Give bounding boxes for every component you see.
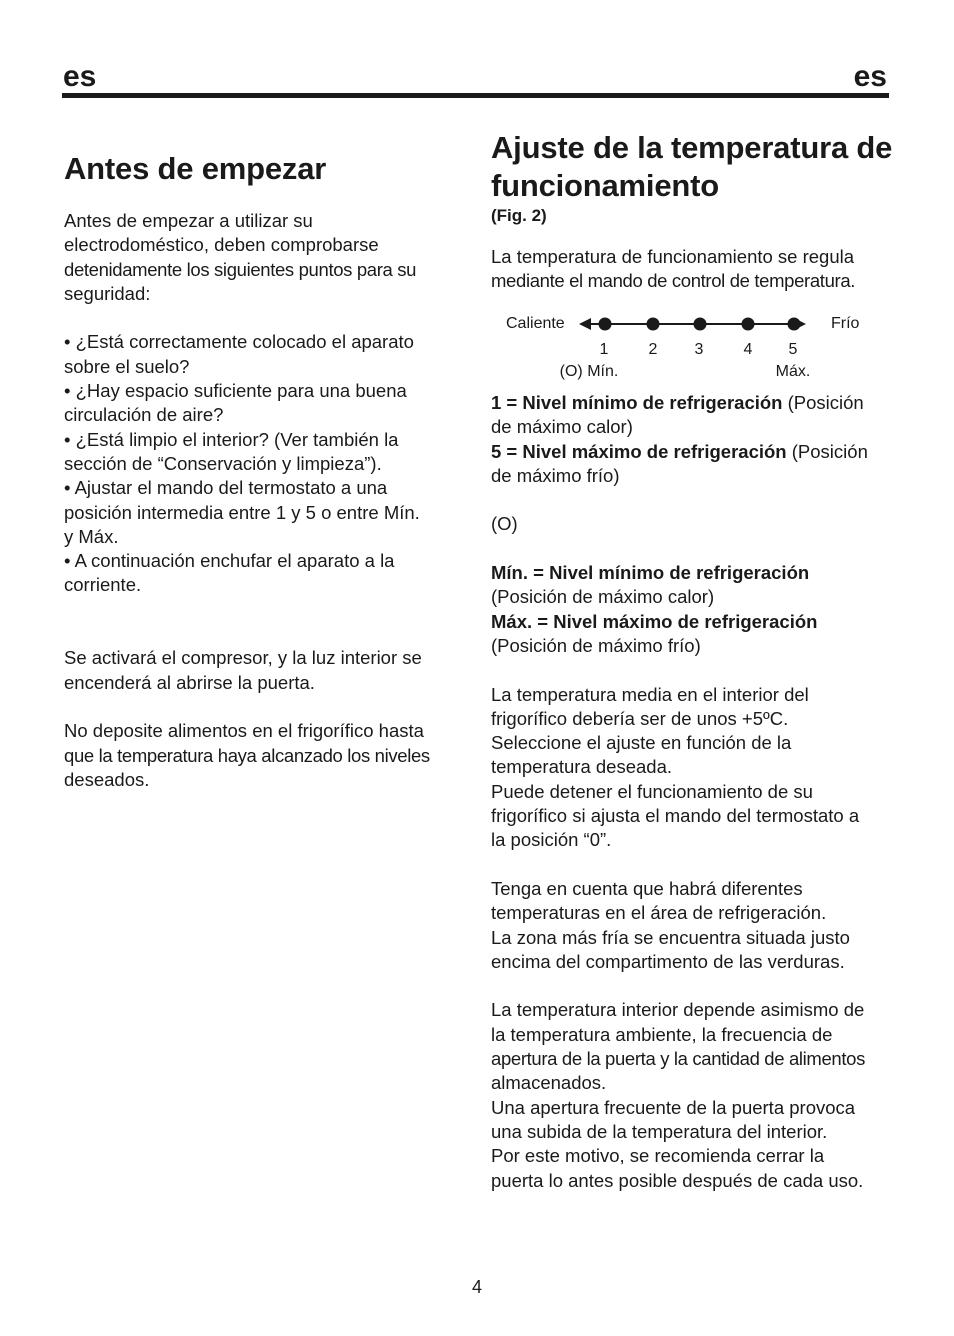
- interior-temperature-paragraph: [491, 998, 896, 1192]
- list-item: [64, 330, 474, 379]
- intro-paragraph: [64, 209, 474, 306]
- intro-line: detenidamente los siguientes puntos para su: [64, 258, 417, 280]
- list-item-line: • ¿Está limpio el interior? (Ver también la: [64, 428, 399, 450]
- scale-dot-1: [599, 318, 612, 331]
- scale-number-5: 5: [788, 341, 798, 358]
- paragraph-line: temperaturas en el área de refrigeración.: [491, 902, 827, 924]
- right-column-top: [491, 129, 896, 294]
- list-item: [64, 379, 474, 428]
- paragraph-line: Puede detener el funcionamiento de su: [491, 780, 813, 802]
- paragraph-line: Tenga en cuenta que habrá diferentes: [491, 877, 803, 899]
- off-position-label: (O): [491, 513, 518, 535]
- compressor-paragraph: [64, 646, 474, 695]
- paragraph-line: Se activará el compresor, y la luz interior se: [64, 647, 422, 669]
- paragraph-line: No deposite alimentos en el frigorífico hasta: [64, 720, 424, 742]
- paragraph-line: que la temperatura haya alcanzado los niveles: [64, 744, 430, 766]
- list-item: [64, 428, 474, 477]
- min-label: (O) Mín.: [559, 363, 619, 380]
- scale-dot-4: [742, 318, 755, 331]
- level-definitions: [491, 391, 896, 488]
- paragraph-line: mediante el mando de control de temperatura.: [491, 270, 856, 292]
- paragraph-line: apertura de la puerta y la cantidad de alimentos: [491, 1048, 866, 1070]
- paragraph-line: La zona más fría se encuentra situada justo: [491, 926, 850, 948]
- min-level-label: Mín. = Nivel mínimo de refrigeración: [491, 562, 810, 584]
- paragraph-line: encenderá al abrirse la puerta.: [64, 671, 315, 693]
- title-line: funcionamiento: [491, 168, 719, 203]
- paragraph-line: encima del compartimento de las verduras.: [491, 950, 845, 972]
- no-food-paragraph: [64, 719, 474, 792]
- title-line: Ajuste de la temperatura de: [491, 130, 893, 165]
- thermostat-scale: [492, 306, 892, 386]
- page-number: 4: [471, 1277, 482, 1297]
- intro-line: Antes de empezar a utilizar su: [64, 210, 313, 231]
- list-item-line: sobre el suelo?: [64, 355, 190, 377]
- intro-line: electrodoméstico, deben comprobarse: [64, 234, 379, 256]
- left-column: [64, 150, 474, 792]
- scale-dot-3: [694, 318, 707, 331]
- list-item-line: circulación de aire?: [64, 404, 224, 426]
- scale-dot-5: [788, 318, 801, 331]
- level-1-label: 1 = Nivel mínimo de refrigeración: [491, 392, 783, 413]
- list-item-line: • A continuación enchufar el aparato a la: [64, 550, 395, 572]
- figure-reference: (Fig. 2): [491, 206, 547, 225]
- list-item-line: • Ajustar el mando del termostato a una: [64, 477, 388, 499]
- scale-number-4: 4: [743, 341, 753, 358]
- max-level-position: (Posición de máximo frío): [491, 634, 701, 656]
- regulation-paragraph: [491, 245, 896, 294]
- paragraph-line: La temperatura de funcionamiento se regula: [491, 246, 855, 267]
- warm-label: Caliente: [506, 315, 565, 332]
- header-rule: [62, 93, 889, 98]
- right-column-body: [491, 391, 896, 1193]
- level-1-position-cont: de máximo calor): [491, 416, 633, 438]
- scale-number-3: 3: [694, 341, 704, 358]
- section-title-temperature: [491, 129, 896, 205]
- arrow-left-icon: [579, 318, 591, 330]
- section-title-before-start: Antes de empezar: [64, 151, 327, 186]
- list-item-line: • ¿Hay espacio suficiente para una buena: [64, 380, 407, 402]
- paragraph-line: la temperatura ambiente, la frecuencia de: [491, 1023, 833, 1045]
- paragraph-line: deseados.: [64, 768, 150, 790]
- language-code-right: es: [853, 60, 887, 93]
- average-temperature-paragraph: [491, 683, 896, 853]
- list-item-line: posición intermedia entre 1 y 5 o entre Mín.: [64, 501, 420, 523]
- temperature-zones-paragraph: [491, 877, 896, 974]
- paragraph-line: La temperatura media en el interior del: [491, 683, 809, 705]
- min-level-position: (Posición de máximo calor): [491, 586, 715, 608]
- paragraph-line: Por este motivo, se recomienda cerrar la: [491, 1145, 825, 1167]
- paragraph-line: Una apertura frecuente de la puerta provoca: [491, 1096, 856, 1118]
- list-item: [64, 476, 474, 549]
- paragraph-line: una subida de la temperatura del interior.: [491, 1120, 828, 1142]
- cold-label: Frío: [831, 315, 860, 332]
- list-item-line: • ¿Está correctamente colocado el aparato: [64, 331, 414, 353]
- list-item-line: y Máx.: [64, 525, 119, 547]
- paragraph-line: la posición “0”.: [491, 829, 612, 851]
- paragraph-line: La temperatura interior depende asimismo de: [491, 999, 865, 1021]
- level-5-label: 5 = Nivel máximo de refrigeración: [491, 440, 787, 462]
- scale-number-1: 1: [599, 341, 609, 358]
- paragraph-line: Seleccione el ajuste en función de la: [491, 732, 792, 754]
- list-item-line: corriente.: [64, 574, 142, 596]
- intro-line: seguridad:: [64, 282, 151, 304]
- paragraph-line: almacenados.: [491, 1072, 607, 1094]
- max-level-label: Máx. = Nivel máximo de refrigeración: [491, 610, 818, 632]
- paragraph-line: temperatura deseada.: [491, 756, 673, 778]
- level-5-position: (Posición: [786, 440, 868, 462]
- paragraph-line: frigorífico debería ser de unos +5ºC.: [491, 707, 789, 729]
- scale-dot-2: [647, 318, 660, 331]
- paragraph-line: puerta lo antes posible después de cada uso.: [491, 1169, 864, 1191]
- list-item: [64, 549, 474, 598]
- list-item-line: sección de “Conservación y limpieza”).: [64, 452, 382, 474]
- level-1-position: (Posición: [782, 392, 864, 413]
- scale-number-2: 2: [648, 341, 658, 358]
- level-5-position-cont: de máximo frío): [491, 464, 620, 486]
- paragraph-line: frigorífico si ajusta el mando del termostato a: [491, 805, 860, 827]
- min-max-definitions: [491, 561, 896, 658]
- checklist: [64, 330, 474, 597]
- language-code-left: es: [63, 60, 97, 93]
- max-label: Máx.: [775, 363, 811, 380]
